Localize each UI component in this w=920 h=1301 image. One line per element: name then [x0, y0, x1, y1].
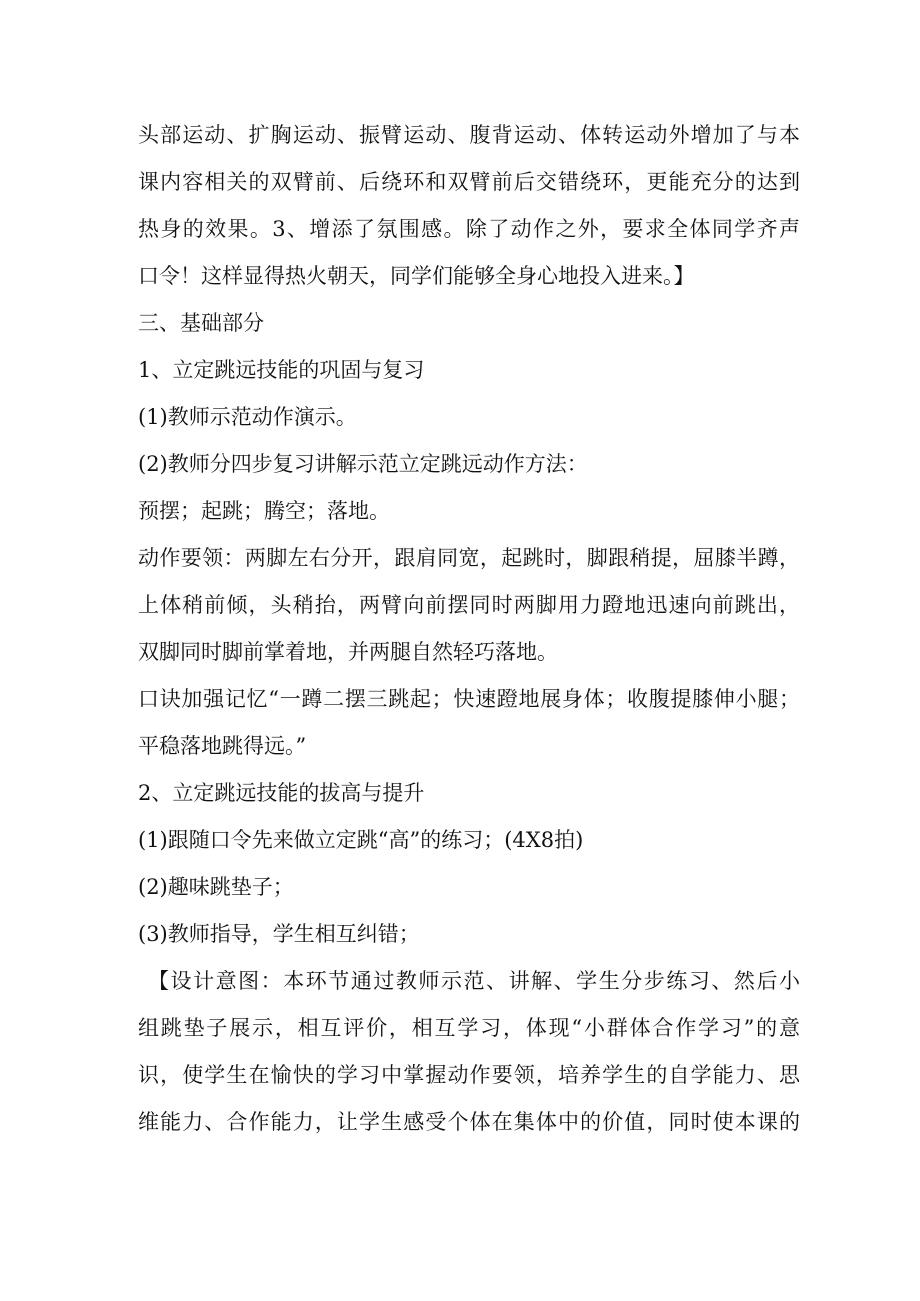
list-item: (2)趣味跳垫子； [138, 875, 294, 899]
paragraph-line: 热身的效果。3、增添了氛围感。除了动作之外，要求全体同学齐声 [138, 217, 800, 241]
paragraph-line: 双脚同时脚前掌着地，并两腿自然轻巧落地。 [138, 640, 558, 664]
paragraph-line: 预摆；起跳；腾空；落地。 [138, 499, 390, 523]
paragraph-line: 口令！这样显得热火朝天，同学们能够全身心地投入进来。】 [138, 264, 695, 288]
paragraph-line: 组跳垫子展示，相互评价，相互学习，体现“小群体合作学习”的意 [138, 1016, 800, 1040]
paragraph-line: 头部运动、扩胸运动、振臂运动、腹背运动、体转运动外增加了与本 [138, 123, 800, 147]
paragraph-line: 课内容相关的双臂前、后绕环和双臂前后交错绕环，更能充分的达到 [138, 170, 800, 194]
list-item: (1)教师示范动作演示。 [138, 405, 357, 429]
subsection-heading: 2、立定跳远技能的拔高与提升 [138, 781, 425, 805]
paragraph-line: 识，使学生在愉快的学习中掌握动作要领，培养学生的自学能力、思 [138, 1063, 800, 1087]
subsection-heading: 1、立定跳远技能的巩固与复习 [138, 358, 425, 382]
paragraph-line: 口诀加强记忆“一蹲二摆三跳起；快速蹬地展身体；收腹提膝伸小腿； [138, 687, 800, 711]
paragraph-line: 上体稍前倾，头稍抬，两臂向前摆同时两脚用力蹬地迅速向前跳出， [138, 593, 800, 617]
document-body [138, 112, 800, 1146]
list-item: (2)教师分四步复习讲解示范立定跳远动作方法： [138, 452, 588, 476]
paragraph-line: 动作要领：两脚左右分开，跟肩同宽，起跳时，脚跟稍提，屈膝半蹲， [138, 546, 800, 570]
section-heading: 三、基础部分 [138, 311, 264, 335]
list-item: (1)跟随口令先来做立定跳“高”的练习；(4X8拍) [138, 828, 584, 852]
paragraph-line: 平稳落地跳得远。” [138, 734, 307, 758]
paragraph-line: 【设计意图：本环节通过教师示范、讲解、学生分步练习、然后小 [148, 969, 800, 993]
paragraph-line: 维能力、合作能力，让学生感受个体在集体中的价值，同时使本课的 [138, 1110, 800, 1134]
list-item: (3)教师指导，学生相互纠错； [138, 922, 420, 946]
